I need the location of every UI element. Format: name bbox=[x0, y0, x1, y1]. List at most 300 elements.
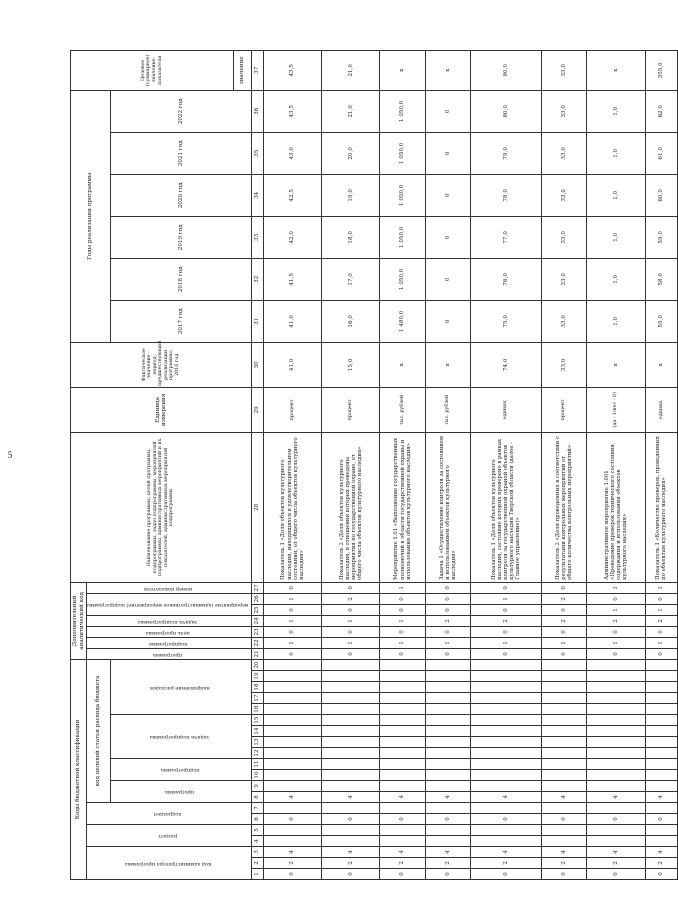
code-cell: 0 bbox=[425, 626, 470, 637]
row-unit: процент bbox=[263, 387, 321, 432]
code-cell bbox=[425, 693, 470, 704]
code-cell: 0 bbox=[380, 869, 425, 880]
code-cell bbox=[380, 759, 425, 770]
code-cell bbox=[263, 693, 321, 704]
code-cell: 0 bbox=[587, 626, 645, 637]
code-cell bbox=[470, 803, 541, 814]
row-name: Показатель 1 «Доля объектов культурного наследия, находящихся в удовлетворительном состоянии, от общего числа объектов культурного наследия» bbox=[263, 432, 321, 582]
column-number: 22 bbox=[251, 637, 263, 648]
code-cell bbox=[645, 737, 677, 748]
code-cell bbox=[470, 770, 541, 781]
header-unit: Единица измерения bbox=[71, 387, 252, 432]
code-cell bbox=[645, 748, 677, 759]
code-cell bbox=[470, 825, 541, 836]
code-cell: 4 bbox=[470, 792, 541, 803]
code-cell bbox=[470, 781, 541, 792]
code-cell bbox=[470, 693, 541, 704]
column-number: 35 bbox=[251, 132, 263, 174]
column-number: 12 bbox=[251, 748, 263, 759]
header-extra-class: Дополнительный аналитический код bbox=[71, 582, 87, 659]
code-cell: 0 bbox=[645, 869, 677, 880]
code-cell: 1 bbox=[425, 637, 470, 648]
code-cell: 0 bbox=[587, 648, 645, 659]
row-year-value: 16,0 bbox=[322, 300, 380, 342]
column-number: 37 bbox=[251, 50, 263, 90]
program-indicators-table bbox=[70, 50, 678, 880]
column-number: 9 bbox=[251, 781, 263, 792]
column-number: 16 bbox=[251, 704, 263, 715]
row-year-value: 55,0 bbox=[645, 300, 677, 342]
row-target: х bbox=[587, 50, 645, 90]
code-cell: 1 bbox=[380, 582, 425, 593]
code-cell bbox=[587, 803, 645, 814]
code-cell: 0 bbox=[425, 604, 470, 615]
table-row bbox=[645, 50, 677, 879]
column-number: 17 bbox=[251, 693, 263, 704]
code-cell bbox=[587, 836, 645, 847]
code-cell bbox=[380, 836, 425, 847]
code-cell bbox=[322, 726, 380, 737]
code-cell: 4 bbox=[322, 792, 380, 803]
code-cell bbox=[587, 825, 645, 836]
code-cell: 1 bbox=[587, 582, 645, 593]
column-number: 4 bbox=[251, 836, 263, 847]
row-year-value: 0 bbox=[425, 90, 470, 132]
row-name: Показатель 1 «Доля объектов культурного наследия, состояние которых проверено в рамках контроля за государственной охраной объектов культурного наследия Тверской области (далее - Главное управление)» bbox=[470, 432, 541, 582]
code-cell: 4 bbox=[542, 847, 587, 858]
code-cell: 0 bbox=[380, 604, 425, 615]
code-cell bbox=[380, 803, 425, 814]
code-cell bbox=[470, 704, 541, 715]
code-cell: 0 bbox=[645, 626, 677, 637]
code-cell: 2 bbox=[542, 858, 587, 869]
code-cell: 0 bbox=[322, 814, 380, 825]
header-nomer: номер показателя bbox=[87, 582, 252, 593]
code-cell: 1 bbox=[322, 637, 380, 648]
code-cell bbox=[425, 704, 470, 715]
code-cell: 1 bbox=[470, 593, 541, 604]
code-cell: 4 bbox=[263, 792, 321, 803]
page-number: 5 bbox=[7, 450, 13, 460]
header-year-4: 2020 год bbox=[111, 174, 252, 216]
code-cell: 0 bbox=[380, 593, 425, 604]
row-unit: процент bbox=[322, 387, 380, 432]
code-cell bbox=[587, 659, 645, 670]
code-cell bbox=[645, 770, 677, 781]
table-row bbox=[263, 50, 321, 879]
row-year-value: 76,0 bbox=[470, 258, 541, 300]
code-cell bbox=[425, 770, 470, 781]
code-cell: 4 bbox=[425, 792, 470, 803]
header-podprogramma: подпрограмма bbox=[111, 759, 252, 781]
code-cell bbox=[425, 759, 470, 770]
row-year-value: 1,0 bbox=[587, 174, 645, 216]
code-cell: 2 bbox=[263, 858, 321, 869]
header-year-3: 2019 год bbox=[111, 216, 252, 258]
code-cell bbox=[645, 715, 677, 726]
code-cell bbox=[263, 726, 321, 737]
row-year-value: 21,0 bbox=[322, 90, 380, 132]
row-year-value: 33,0 bbox=[542, 216, 587, 258]
column-number: 19 bbox=[251, 671, 263, 682]
code-cell: 4 bbox=[645, 847, 677, 858]
header-target-value: значение bbox=[233, 50, 251, 90]
code-cell: 0 bbox=[542, 582, 587, 593]
code-cell bbox=[587, 704, 645, 715]
code-cell: 0 bbox=[425, 593, 470, 604]
code-cell: 2 bbox=[425, 615, 470, 626]
code-cell: 1 bbox=[587, 637, 645, 648]
row-year-value: 1,0 bbox=[587, 258, 645, 300]
row-target: х bbox=[425, 50, 470, 90]
row-fact: х bbox=[587, 342, 645, 387]
code-cell: 0 bbox=[263, 626, 321, 637]
code-cell: 0 bbox=[322, 604, 380, 615]
column-number-row bbox=[251, 50, 263, 879]
code-cell bbox=[587, 726, 645, 737]
code-cell: 0 bbox=[587, 593, 645, 604]
row-year-value: 42,0 bbox=[263, 216, 321, 258]
row-year-value: 60,0 bbox=[645, 174, 677, 216]
code-cell: 1 bbox=[542, 637, 587, 648]
row-fact: 41,0 bbox=[263, 342, 321, 387]
code-cell: 2 bbox=[380, 858, 425, 869]
code-cell bbox=[645, 704, 677, 715]
code-cell bbox=[645, 659, 677, 670]
code-cell bbox=[587, 770, 645, 781]
code-cell: 2 bbox=[542, 593, 587, 604]
column-number: 33 bbox=[251, 216, 263, 258]
row-unit: единиц bbox=[645, 387, 677, 432]
code-cell bbox=[470, 737, 541, 748]
row-unit: единиц bbox=[470, 387, 541, 432]
column-number: 21 bbox=[251, 648, 263, 659]
code-cell bbox=[542, 682, 587, 693]
code-cell bbox=[587, 737, 645, 748]
code-cell: 0 bbox=[263, 604, 321, 615]
code-cell bbox=[542, 748, 587, 759]
code-cell: 0 bbox=[587, 869, 645, 880]
row-name: Мероприятие 1.01 «Выполнение государственных полномочий в области государственной охраны и использования объектов культурного наследия» bbox=[380, 432, 425, 582]
code-cell: 0 bbox=[380, 648, 425, 659]
header-podprogramma2: подпрограмма bbox=[87, 637, 252, 648]
table-row bbox=[587, 50, 645, 879]
code-cell: 0 bbox=[470, 626, 541, 637]
code-cell: 1 bbox=[380, 615, 425, 626]
code-cell bbox=[380, 726, 425, 737]
row-year-value: 43,5 bbox=[263, 90, 321, 132]
code-cell bbox=[322, 748, 380, 759]
header-budget-class: Коды бюджетной классификации bbox=[71, 659, 87, 879]
code-cell bbox=[380, 781, 425, 792]
row-year-value: 58,0 bbox=[645, 258, 677, 300]
row-year-value: 18,0 bbox=[322, 216, 380, 258]
code-cell bbox=[322, 836, 380, 847]
row-target: х bbox=[380, 50, 425, 90]
row-year-value: 19,0 bbox=[322, 174, 380, 216]
code-cell: 4 bbox=[263, 847, 321, 858]
column-number: 13 bbox=[251, 737, 263, 748]
column-number: 6 bbox=[251, 814, 263, 825]
column-number: 23 bbox=[251, 626, 263, 637]
column-number: 26 bbox=[251, 593, 263, 604]
code-cell bbox=[263, 803, 321, 814]
code-cell: 0 bbox=[425, 582, 470, 593]
code-cell: 0 bbox=[645, 648, 677, 659]
row-name: Показатель 1 «Количество проверок, проведенных по объектам культурного наследия» bbox=[645, 432, 677, 582]
header-programma2: программа bbox=[87, 648, 252, 659]
code-cell: 0 bbox=[470, 869, 541, 880]
row-year-value: 1,0 bbox=[587, 132, 645, 174]
code-cell bbox=[380, 671, 425, 682]
column-number: 27 bbox=[251, 582, 263, 593]
header-names: Наименование программы, целей программы, подпрограммы, задач подпрограммы, мероприятий подпрограммы, административных мероприятий и их показателей, административных мероприятий подпрограммы bbox=[71, 432, 252, 582]
code-cell bbox=[380, 693, 425, 704]
column-number: 32 bbox=[251, 258, 263, 300]
row-name: Показатель 2 «Доля объектов культурного наследия, в отношении которых проведены мероприятия по государственной охране, от общего числа объектов культурного наследия» bbox=[322, 432, 380, 582]
code-cell bbox=[425, 748, 470, 759]
column-number: 36 bbox=[251, 90, 263, 132]
code-cell: 1 bbox=[263, 637, 321, 648]
row-fact: 74,0 bbox=[470, 342, 541, 387]
code-cell bbox=[587, 759, 645, 770]
row-year-value: 33,0 bbox=[542, 132, 587, 174]
code-cell: 0 bbox=[380, 814, 425, 825]
header-year-1: 2017 год bbox=[111, 300, 252, 342]
code-cell bbox=[542, 781, 587, 792]
code-cell bbox=[542, 759, 587, 770]
header-zadacha2: задача подпрограммы bbox=[87, 615, 252, 626]
column-number: 8 bbox=[251, 792, 263, 803]
row-year-value: 61,0 bbox=[645, 132, 677, 174]
row-year-value: 1 050,0 bbox=[380, 90, 425, 132]
column-number: 10 bbox=[251, 770, 263, 781]
code-cell bbox=[263, 671, 321, 682]
code-cell: 4 bbox=[425, 847, 470, 858]
code-cell: 0 bbox=[542, 626, 587, 637]
code-cell: 2 bbox=[322, 593, 380, 604]
code-cell bbox=[425, 836, 470, 847]
code-cell bbox=[322, 737, 380, 748]
code-cell: 0 bbox=[425, 648, 470, 659]
code-cell bbox=[380, 715, 425, 726]
code-cell: 4 bbox=[587, 792, 645, 803]
code-cell: 0 bbox=[645, 814, 677, 825]
row-year-value: 80,0 bbox=[470, 90, 541, 132]
code-cell bbox=[587, 682, 645, 693]
code-cell: 0 bbox=[542, 604, 587, 615]
row-year-value: 0 bbox=[425, 174, 470, 216]
row-year-value: 0 bbox=[425, 258, 470, 300]
code-cell bbox=[587, 748, 645, 759]
header-target-item: код целевой статьи расхода бюджета bbox=[87, 659, 111, 802]
code-cell: 0 bbox=[542, 869, 587, 880]
column-number: 20 bbox=[251, 659, 263, 670]
row-year-value: 1,0 bbox=[587, 90, 645, 132]
code-cell: 1 bbox=[470, 637, 541, 648]
table-row bbox=[322, 50, 380, 879]
column-number: 7 bbox=[251, 803, 263, 814]
row-fact: 33,0 bbox=[542, 342, 587, 387]
column-number: 15 bbox=[251, 715, 263, 726]
header-years: Годы реализации программы bbox=[71, 90, 111, 342]
code-cell bbox=[263, 659, 321, 670]
code-cell: 0 bbox=[542, 814, 587, 825]
row-year-value: 59,0 bbox=[645, 216, 677, 258]
code-cell: 0 bbox=[425, 814, 470, 825]
row-year-value: 1 050,0 bbox=[380, 174, 425, 216]
row-year-value: 1 050,0 bbox=[380, 216, 425, 258]
row-fact: х bbox=[425, 342, 470, 387]
code-cell: 0 bbox=[263, 814, 321, 825]
column-number: 30 bbox=[251, 342, 263, 387]
row-year-value: 78,0 bbox=[470, 174, 541, 216]
column-number: 3 bbox=[251, 847, 263, 858]
code-cell: 0 bbox=[645, 593, 677, 604]
code-cell bbox=[645, 726, 677, 737]
code-cell bbox=[542, 726, 587, 737]
row-year-value: 1 480,0 bbox=[380, 300, 425, 342]
column-number: 24 bbox=[251, 615, 263, 626]
code-cell bbox=[322, 759, 380, 770]
code-cell: 4 bbox=[380, 792, 425, 803]
code-cell: 0 bbox=[425, 869, 470, 880]
code-cell bbox=[542, 803, 587, 814]
table-body bbox=[263, 50, 677, 879]
code-cell bbox=[380, 825, 425, 836]
table-row bbox=[380, 50, 425, 879]
header-meropriyatie: мероприятие (административное мероприятие) подпрограммы bbox=[87, 593, 252, 615]
row-year-value: 77,0 bbox=[470, 216, 541, 258]
table-row bbox=[542, 50, 587, 879]
row-fact: х bbox=[645, 342, 677, 387]
code-cell: 4 bbox=[542, 792, 587, 803]
row-year-value: 1,0 bbox=[587, 216, 645, 258]
table-row bbox=[470, 50, 541, 879]
code-cell bbox=[645, 693, 677, 704]
code-cell bbox=[425, 737, 470, 748]
code-cell bbox=[542, 737, 587, 748]
row-year-value: 43,0 bbox=[263, 132, 321, 174]
code-cell: 0 bbox=[263, 582, 321, 593]
code-cell: 2 bbox=[470, 858, 541, 869]
code-cell bbox=[425, 671, 470, 682]
header-admin-code: код администратора программы bbox=[87, 847, 252, 880]
code-cell bbox=[322, 659, 380, 670]
code-cell bbox=[322, 770, 380, 781]
code-cell bbox=[470, 748, 541, 759]
header-cel: цель программы bbox=[87, 626, 252, 637]
code-cell bbox=[470, 726, 541, 737]
code-cell bbox=[425, 715, 470, 726]
code-cell bbox=[425, 803, 470, 814]
code-cell bbox=[587, 671, 645, 682]
code-cell bbox=[263, 781, 321, 792]
column-number: 5 bbox=[251, 825, 263, 836]
code-cell: 2 bbox=[322, 858, 380, 869]
row-unit: тыс. рублей bbox=[380, 387, 425, 432]
code-cell: 2 bbox=[587, 615, 645, 626]
code-cell bbox=[263, 825, 321, 836]
row-unit: тыс. рублей bbox=[425, 387, 470, 432]
header-year-5: 2021 год bbox=[111, 132, 252, 174]
code-cell: 1 bbox=[380, 637, 425, 648]
code-cell bbox=[263, 682, 321, 693]
code-cell bbox=[322, 704, 380, 715]
code-cell bbox=[470, 671, 541, 682]
code-cell bbox=[645, 682, 677, 693]
code-cell bbox=[322, 693, 380, 704]
code-cell: 0 bbox=[322, 869, 380, 880]
code-cell bbox=[380, 770, 425, 781]
code-cell bbox=[425, 682, 470, 693]
row-target: 21,0 bbox=[322, 50, 380, 90]
code-cell: 4 bbox=[322, 847, 380, 858]
code-cell bbox=[380, 682, 425, 693]
row-fact: 15,0 bbox=[322, 342, 380, 387]
row-year-value: 79,0 bbox=[470, 132, 541, 174]
code-cell bbox=[322, 781, 380, 792]
row-year-value: 0 bbox=[425, 300, 470, 342]
row-year-value: 0 bbox=[425, 132, 470, 174]
code-cell: 2 bbox=[645, 858, 677, 869]
column-number: 14 bbox=[251, 726, 263, 737]
code-cell bbox=[542, 704, 587, 715]
code-cell: 0 bbox=[542, 648, 587, 659]
row-name: Административное мероприятие 1.001 «Проведение проверок технического состояния, содержания и использования объектов культурного наследия» bbox=[587, 432, 645, 582]
code-cell: 0 bbox=[322, 626, 380, 637]
code-cell bbox=[470, 682, 541, 693]
code-cell bbox=[263, 770, 321, 781]
code-cell: 1 bbox=[322, 615, 380, 626]
header-zadacha: задача подпрограммы bbox=[111, 715, 252, 759]
row-year-value: 0 bbox=[425, 216, 470, 258]
program-table-sheet bbox=[70, 54, 668, 880]
header-target: Целевое (суммарное) значение показателя bbox=[71, 50, 234, 90]
code-cell: 1 bbox=[645, 604, 677, 615]
code-cell: 0 bbox=[263, 869, 321, 880]
row-year-value: 75,0 bbox=[470, 300, 541, 342]
code-cell bbox=[322, 715, 380, 726]
code-cell: 1 bbox=[645, 637, 677, 648]
row-year-value: 1 050,0 bbox=[380, 132, 425, 174]
row-year-value: 41,0 bbox=[263, 300, 321, 342]
code-cell bbox=[645, 781, 677, 792]
header-razdel: раздел bbox=[87, 825, 252, 847]
code-cell bbox=[542, 825, 587, 836]
code-cell bbox=[263, 704, 321, 715]
row-year-value: 33,0 bbox=[542, 90, 587, 132]
column-number: 29 bbox=[251, 387, 263, 432]
row-year-value: 62,0 bbox=[645, 90, 677, 132]
code-cell bbox=[322, 803, 380, 814]
code-cell bbox=[322, 671, 380, 682]
row-unit: (да - 1/нет - 0) bbox=[587, 387, 645, 432]
code-cell: 0 bbox=[470, 604, 541, 615]
code-cell bbox=[542, 671, 587, 682]
header-year-6: 2022 год bbox=[111, 90, 252, 132]
code-cell: 2 bbox=[645, 615, 677, 626]
header-napravlenie: направление расходов bbox=[111, 659, 252, 714]
header-fact: Фактическое значение - период, предшествующий реализации программы, 2016 год bbox=[71, 342, 252, 387]
column-number: 28 bbox=[251, 432, 263, 582]
code-cell bbox=[645, 825, 677, 836]
code-cell bbox=[263, 715, 321, 726]
code-cell: 0 bbox=[470, 582, 541, 593]
code-cell bbox=[380, 748, 425, 759]
code-cell: 2 bbox=[470, 615, 541, 626]
code-cell bbox=[542, 659, 587, 670]
